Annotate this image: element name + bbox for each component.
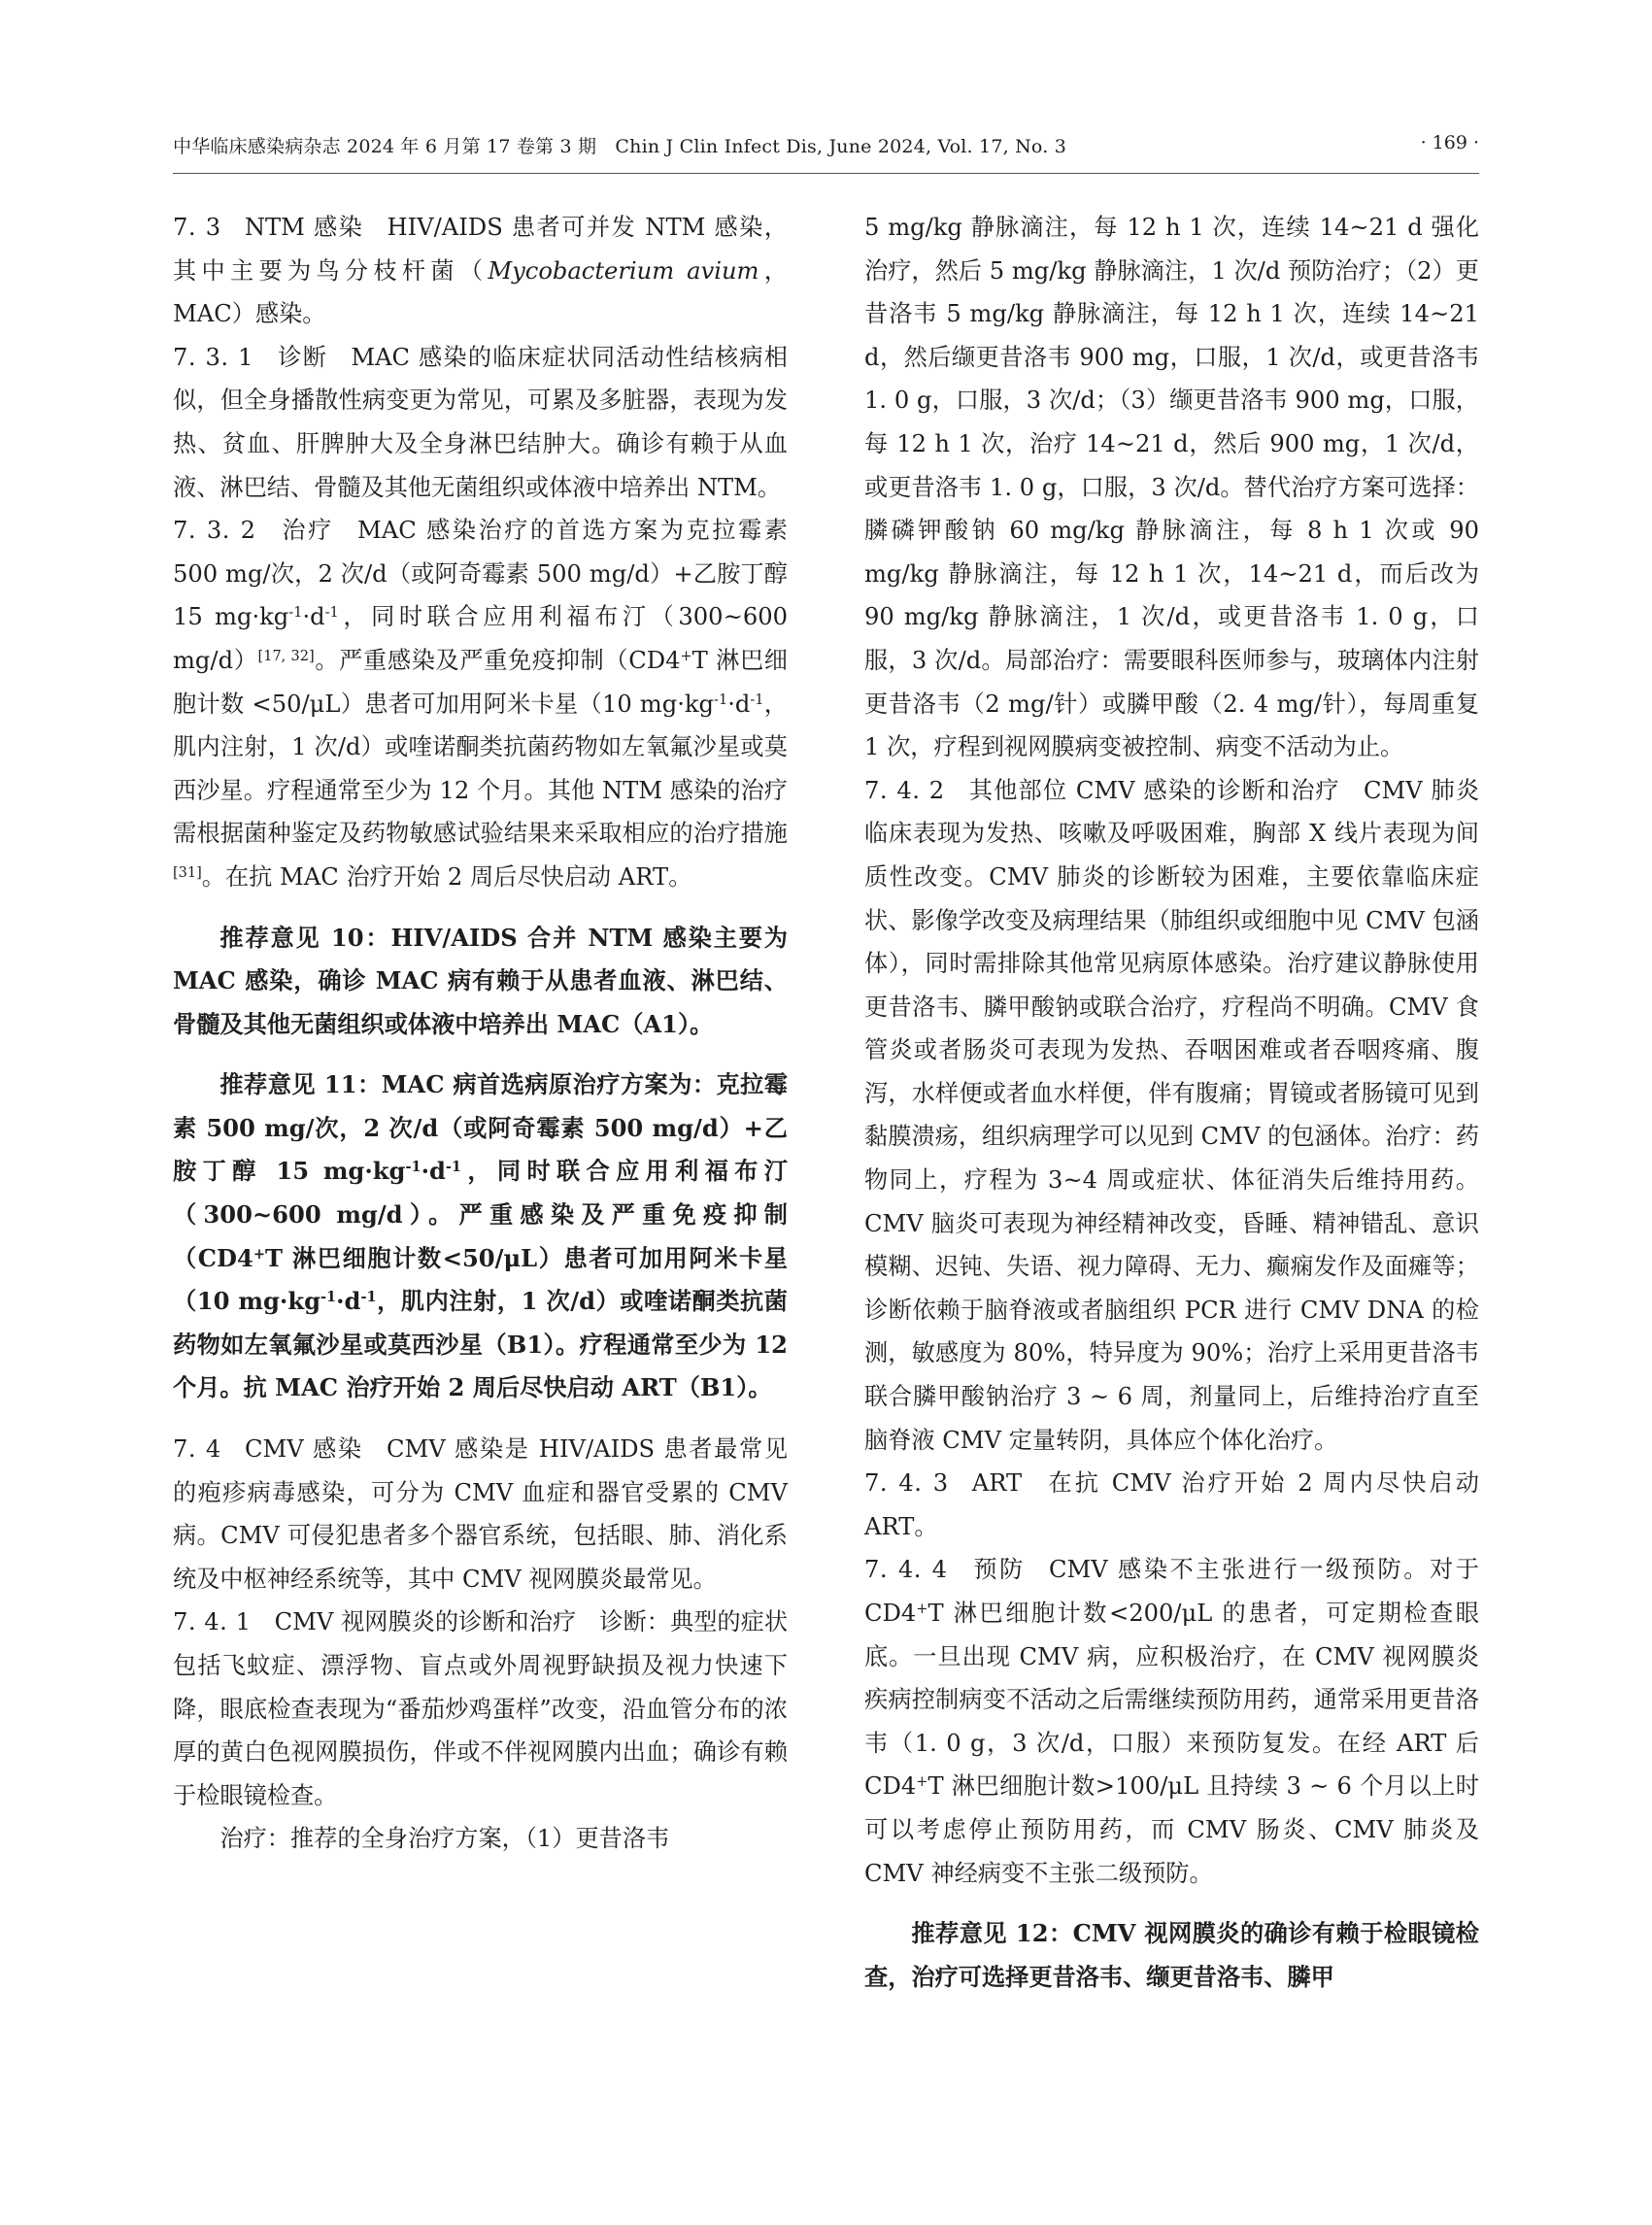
section-title: CMV 感染 (245, 1435, 363, 1464)
citation-ref: [17, 32] (257, 648, 315, 664)
section-title: ART (971, 1469, 1023, 1498)
section-title: CMV 视网膜炎的诊断和治疗 (274, 1608, 577, 1636)
recommendation-10: 推荐意见 10：HIV/AIDS 合并 NTM 感染主要为 MAC 感染，确诊 MAC 病有赖于从患者血液、淋巴结、骨髓及其他无菌组织或体液中培养出 MAC（A1）。 (173, 923, 788, 1038)
left-column (173, 206, 788, 1861)
right-column (864, 206, 1479, 1999)
section-number: 7. 4. 3 (864, 1469, 949, 1498)
section-number: 7. 3. 2 (173, 517, 256, 545)
species-name: Mycobacterium avium (488, 256, 759, 285)
paragraph: 7. 4. 4 预防 CMV 感染不主张进行一级预防。对于 CD4+T 淋巴细胞计数<200/μL 的患者，可定期检查眼底。一旦出现 CMV 病，应积极治疗，在 CMV 视网膜炎疾病控制病变不活动之后需继续预防用药，通常采用更昔洛韦（1. 0 g，3 次/d，口服）来预防复发。在经 ART 后 CD4+T 淋巴细胞计数>100/μL 且持续 3 ~ 6 个月以上时可以考虑停止预防用药，而 CMV 肠炎、CMV 肺炎及 CMV 神经病变不主张二级预防。 (864, 1556, 1479, 1887)
section-title: 治疗 (279, 517, 334, 545)
running-header (173, 132, 1479, 167)
paragraph: 7. 4. 2 其他部位 CMV 感染的诊断和治疗 CMV 肺炎临床表现为发热、咳嗽及呼吸困难，胸部 X 线片表现为间质性改变。CMV 肺炎的诊断较为困难，主要依靠临床症状、影像学改变及病理结果（肺组织或细胞中见 CMV 包涵体），同时需排除其他常见病原体感染。治疗建议静脉使用更昔洛韦、膦甲酸钠或联合治疗，疗程尚不明确。CMV 食管炎或者肠炎可表现为发热、吞咽困难或者吞咽疼痛、腹泻，水样便或者血水样便，伴有腹痛；胃镜或者肠镜可见到黏膜溃疡，组织病理学可以见到 CMV 的包涵体。治疗：药物同上，疗程为 3~4 周或症状、体征消失后维持用药。CMV 脑炎可表现为神经精神改变，昏睡、精神错乱、意识模糊、迟钝、失语、视力障碍、无力、癫痫发作及面瘫等；诊断依赖于脑脊液或者脑组织 PCR 进行 CMV DNA 的检测，敏感度为 80%，特异度为 90%；治疗上采用更昔洛韦联合膦甲酸钠治疗 3 ~ 6 周，剂量同上，后维持治疗直至脑脊液 CMV 定量转阴，具体应个体化治疗。 (864, 776, 1480, 1454)
paragraph: 治疗：推荐的全身治疗方案，（1）更昔洛韦 (219, 1825, 670, 1853)
header-divider (173, 173, 1479, 174)
section-title: 预防 (970, 1556, 1026, 1584)
paragraph: 7. 3. 2 治疗 MAC 感染治疗的首选方案为克拉霉素 500 mg/次，2 次/d（或阿奇霉素 500 mg/d）+乙胺丁醇 15 $mg\cdot kg^{-1}\cdot d^{-1}$，同时联合应用利福布汀（300~600 mg/d）[17, 32]。严重感染及严重免疫抑制（CD4+T 淋巴细胞计数 <50/μL）患者可加用阿米卡星（10 $mg\cdot kg^{-1}\cdot d^{-1}$，肌内注射，1 次/d）或喹诺酮类抗菌药物如左氧氟沙星或莫西沙星。疗程通常至少为 12 个月。其他 NTM 感染的治疗需根据菌种鉴定及药物敏感试验结果来采取相应的治疗措施[31]。在抗 MAC 治疗开始 2 周后尽快启动 ART。 (173, 517, 788, 891)
journal-citation: 中华临床感染病杂志 2024 年 6 月第 17 卷第 3 期 Chin J Clin Infect Dis, June 2024, Vol. 17, No. 3 (173, 136, 1066, 157)
section-number: 7. 4. 2 (864, 776, 945, 804)
section-title: 诊断 (277, 343, 328, 371)
section-number: 7. 4. 1 (173, 1608, 252, 1636)
recommendation-12: 推荐意见 12：CMV 视网膜炎的确诊有赖于检眼镜检查，治疗可选择更昔洛韦、缬更昔洛韦、膦甲 (864, 1919, 1479, 1991)
page-number: · 169 · (1420, 132, 1479, 153)
section-number: 7. 3. 1 (173, 343, 253, 371)
section-number: 7. 3 (173, 214, 221, 241)
citation-ref: [31] (173, 864, 202, 881)
paragraph: 7. 3. 1 诊断 MAC 感染的临床症状同活动性结核病相似，但全身播散性病变更为常见，可累及多脏器，表现为发热、贫血、肝脾肿大及全身淋巴结肿大。确诊有赖于从血液、淋巴结、骨髓及其他无菌组织或体液中培养出 NTM。 (173, 343, 788, 501)
section-title: NTM 感染 (244, 214, 364, 241)
paragraph: 7. 4. 3 ART 在抗 CMV 治疗开始 2 周内尽快启动 ART。 (864, 1469, 1479, 1540)
paragraph: 5 mg/kg 静脉滴注，每 12 h 1 次，连续 14~21 d 强化治疗，然后 5 mg/kg 静脉滴注，1 次/d 预防治疗；（2）更昔洛韦 5 mg/kg 静脉滴注，每 12 h 1 次，连续 14~21 d，然后缬更昔洛韦 900 mg，口服，1 次/d，或更昔洛韦 1. 0 g，口服，3 次/d；（3）缬更昔洛韦 900 mg，口服，每 12 h 1 次，治疗 14~21 d，然后 900 mg，1 次/d，或更昔洛韦 1. 0 g，口服，3 次/d。替代治疗方案可选择：膦磷钾酸钠 60 mg/kg 静脉滴注，每 8 h 1 次或 90 mg/kg 静脉滴注，每 12 h 1 次，14~21 d，而后改为 90 mg/kg 静脉滴注，1 次/d，或更昔洛韦 1. 0 g，口服，3 次/d。局部治疗：需要眼科医师参与，玻璃体内注射更昔洛韦（2 mg/针）或膦甲酸（2. 4 mg/针），每周重复 1 次，疗程到视网膜病变被控制、病变不活动为止。 (864, 214, 1479, 761)
section-title: 其他部位 CMV 感染的诊断和治疗 (967, 776, 1340, 804)
recommendation-11: 推荐意见 11：MAC 病首选病原治疗方案为：克拉霉素 500 mg/次，2 次/d（或阿奇霉素 500 mg/d）+乙胺丁醇 15 $mg\cdot kg^{-1}\cdot d^{-1}$，同时联合应用利福布汀（300~600 mg/d）。严重感染及严重免疫抑制（CD4+T 淋巴细胞计数<50/μL）患者可加用阿米卡星（10 $mg\cdot kg^{-1}\cdot d^{-1}$，肌内注射，1 次/d）或喹诺酮类抗菌药物如左氧氟沙星或莫西沙星（B1）。疗程通常至少为 12 个月。抗 MAC 治疗开始 2 周后尽快启动 ART（B1）。 (173, 1070, 788, 1402)
section-number: 7. 4. 4 (864, 1556, 948, 1584)
paragraph: 7. 3 NTM 感染 HIV/AIDS 患者可并发 NTM 感染，其中主要为鸟分枝杆菌（Mycobacterium avium，MAC）感染。 (173, 214, 788, 328)
section-number: 7. 4 (173, 1435, 221, 1464)
paragraph: 7. 4 CMV 感染 CMV 感染是 HIV/AIDS 患者最常见的疱疹病毒感染，可分为 CMV 血症和器官受累的 CMV 病。CMV 可侵犯患者多个器官系统，包括眼、肺、消化系统及中枢神经系统等，其中 CMV 视网膜炎最常见。 (173, 1435, 789, 1593)
paragraph: 7. 4. 1 CMV 视网膜炎的诊断和治疗 诊断：典型的症状包括飞蚊症、漂浮物、盲点或外周视野缺损及视力快速下降，眼底检查表现为“番茄炒鸡蛋样”改变，沿血管分布的浓厚的黄白色视网膜损伤，伴或不伴视网膜内出血；确诊有赖于检眼镜检查。 (173, 1608, 789, 1809)
